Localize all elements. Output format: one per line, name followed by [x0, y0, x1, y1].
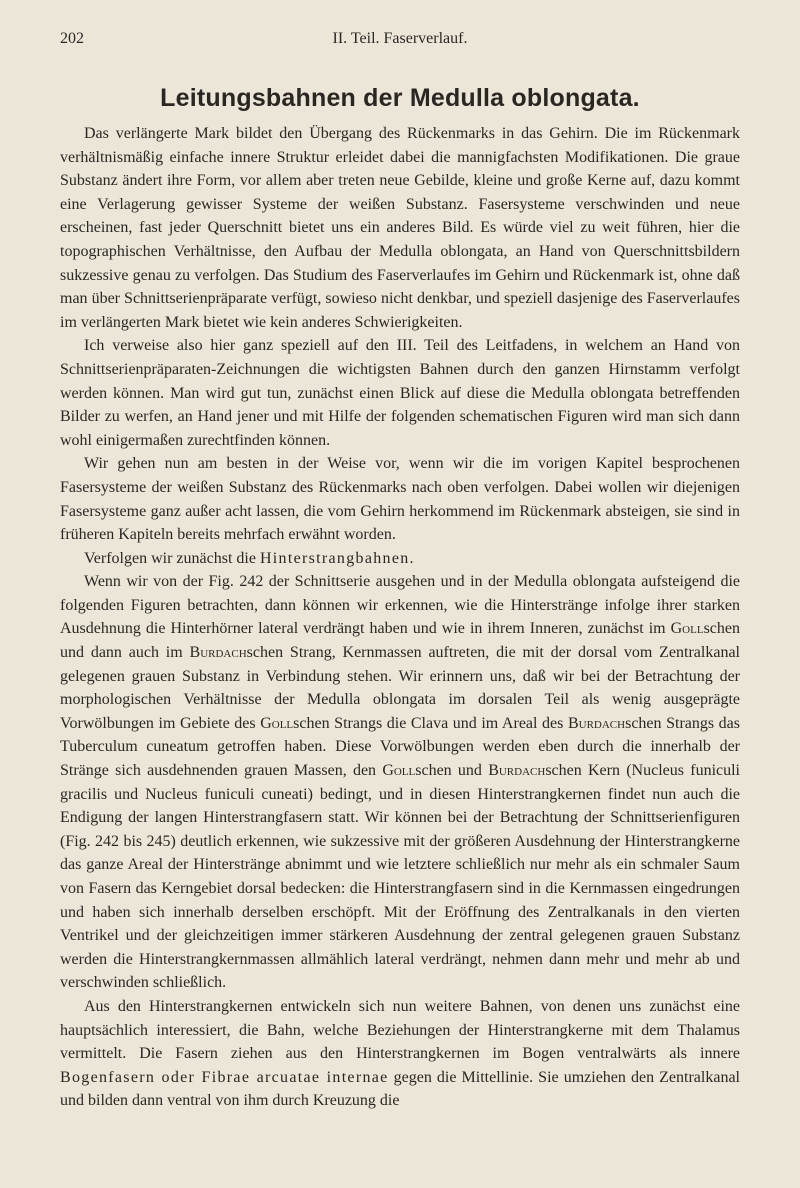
text-run: schen Kern (Nucleus funiculi gracilis und Nucleus funiculi cuneati) bedingt, und in diesen Hinterstrangkernen findet nun auch die Endigung der langen Hinterstrangfasern statt. Wir können bei der Betrachtung der Schnittserienfiguren (Fig. 242 bis 245) deutlich erkennen, wie sukzessive mit der größeren Ausdehnung der Hinterstrangkerne das ganze Areal der Hinterstränge abnimmt und wie letztere schließlich nur mehr als ein schmaler Saum von Fasern das Kerngebiet dorsal bedecken: die Hinterstrangfasern sind in die Kernmassen eingedrungen und haben sich innerhalb derselben erschöpft. Mit der Eröffnung des Zentralkanals in den vierten Ventrikel und der gleichzeitigen immer stärkeren Ausdehnung der zentral gelegenen grauen Substanz werden die Hinterstrangkernmassen allmählich lateral verdrängt, nehmen dann mehr und mehr ab und verschwinden schließlich.	[60, 762, 741, 992]
text-run: schen Strangs die Clava und im Areal des	[293, 714, 568, 732]
author-name: Goll	[382, 762, 416, 780]
paragraph	[60, 547, 740, 571]
section-title: Leitungsbahnen der Medulla oblongata.	[160, 84, 640, 112]
body-text	[60, 122, 740, 1113]
spaced-term: Hinterstrangbahnen	[259, 549, 410, 567]
running-head	[60, 30, 740, 54]
text-run: schen und	[415, 762, 489, 780]
text-run: Wenn wir von der Fig. 242 der Schnittserie ausgehen und in der Medulla oblongata aufsteigend die folgenden Figuren betrachten, dann können wir erkennen, wie die Hinterstränge infolge ihrer starken Ausdehnung die Hinterhörner lateral verdrängt haben und wie in ihrem Inneren, zunächst im	[60, 573, 740, 638]
text-run: .	[409, 549, 414, 567]
text-run: Aus den Hinterstrangkernen entwickeln sich nun weitere Bahnen, von denen uns zunächst eine hauptsächlich interessiert, die Bahn, welche Beziehungen der Hinterstrangkerne mit dem Thalamus vermittelt. Die Fasern ziehen aus den Hinterstrangkernen im Bogen ventralwärts als innere	[60, 997, 740, 1063]
paragraph: Das verlängerte Mark bildet den Übergang des Rückenmarks in das Gehirn. Die im Rückenmark verhältnismäßig einfache innere Struktur erleidet dabei die mannigfachsten Modifikationen. Die graue Substanz ändert ihre Form, vor allem aber treten neue Gebilde, kleine und große Kerne auf, dazu kommt eine Verlagerung gewisser Systeme der weißen Substanz. Fasersysteme verschwinden und neue erscheinen, fast jeder Querschnitt bietet uns ein anderes Bild. Es würde viel zu weit führen, hier die topographischen Verhältnisse, den Aufbau der Medulla oblongata, an Hand von Querschnittsbildern sukzessive genau zu verfolgen. Das Studium des Faserverlaufes im Gehirn und Rückenmark ist, ohne daß man über Schnittserienpräparate verfügt, sowieso nicht denkbar, und speziell dasjenige des Faserverlaufes im verlängerten Mark bietet wie kein anderes Schwierigkeiten.	[60, 125, 740, 331]
spaced-term: Bogenfasern oder Fibrae arcuatae internae	[60, 1068, 389, 1086]
paragraph: Ich verweise also hier ganz speziell auf den III. Teil des Leitfadens, in welchem an Hand von Schnittserienpräparaten-Zeichnungen die wichtigsten Bahnen durch den ganzen Hirnstamm verfolgt werden können. Man wird gut tun, zunächst einen Blick auf diese die Medulla oblongata betreffenden Bilder zu werfen, an Hand jener und mit Hilfe der folgenden schematischen Figuren wird man sich dann wohl einigermaßen zurechtfinden können.	[60, 337, 740, 449]
author-name: Burdach	[189, 644, 247, 662]
author-name: Goll	[260, 714, 294, 732]
paragraph	[60, 570, 740, 995]
text-run: gegen die Mittellinie. Sie umziehen den Zentralkanal und bilden dann ventral von ihm durch Kreuzung die	[60, 1068, 740, 1110]
paragraph: Wir gehen nun am besten in der Weise vor, wenn wir die im vorigen Kapitel besprochenen Fasersysteme der weißen Substanz des Rückenmarks nach oben verfolgen. Dabei wollen wir diejenigen Fasersysteme ganz außer acht lassen, die vom Gehirn herkommend im Rückenmark absteigen, sie sind in früheren Kapiteln bereits mehrfach erwähnt worden.	[60, 455, 740, 544]
author-name: Goll	[670, 620, 704, 638]
author-name: Burdach	[488, 762, 546, 780]
text-run: schen und dann auch im	[60, 620, 740, 662]
paragraph	[60, 995, 740, 1113]
text-run: schen Strang, Kernmassen auftreten, die mit der dorsal vom Zentralkanal gelegenen grauen Substanz in Verbindung stehen. Wir erinnern uns, daß wir bei der Betrachtung der morphologischen Verhältnisse der Medulla oblongata im dorsalen Teil als wenig ausgeprägte Vorwölbungen im Gebiete des	[60, 644, 740, 732]
author-name: Burdach	[567, 714, 626, 732]
running-head-title: II. Teil. Faserverlauf.	[332, 30, 468, 47]
text-run: schen Strangs das Tuberculum cuneatum getroffen haben. Diese Vorwölbungen werden eben durch die innerhalb der Stränge sich ausdehnenden grauen Massen, den	[60, 714, 741, 780]
text-run: Verfolgen wir zunächst die	[84, 549, 260, 567]
page-number: 202	[60, 30, 84, 47]
